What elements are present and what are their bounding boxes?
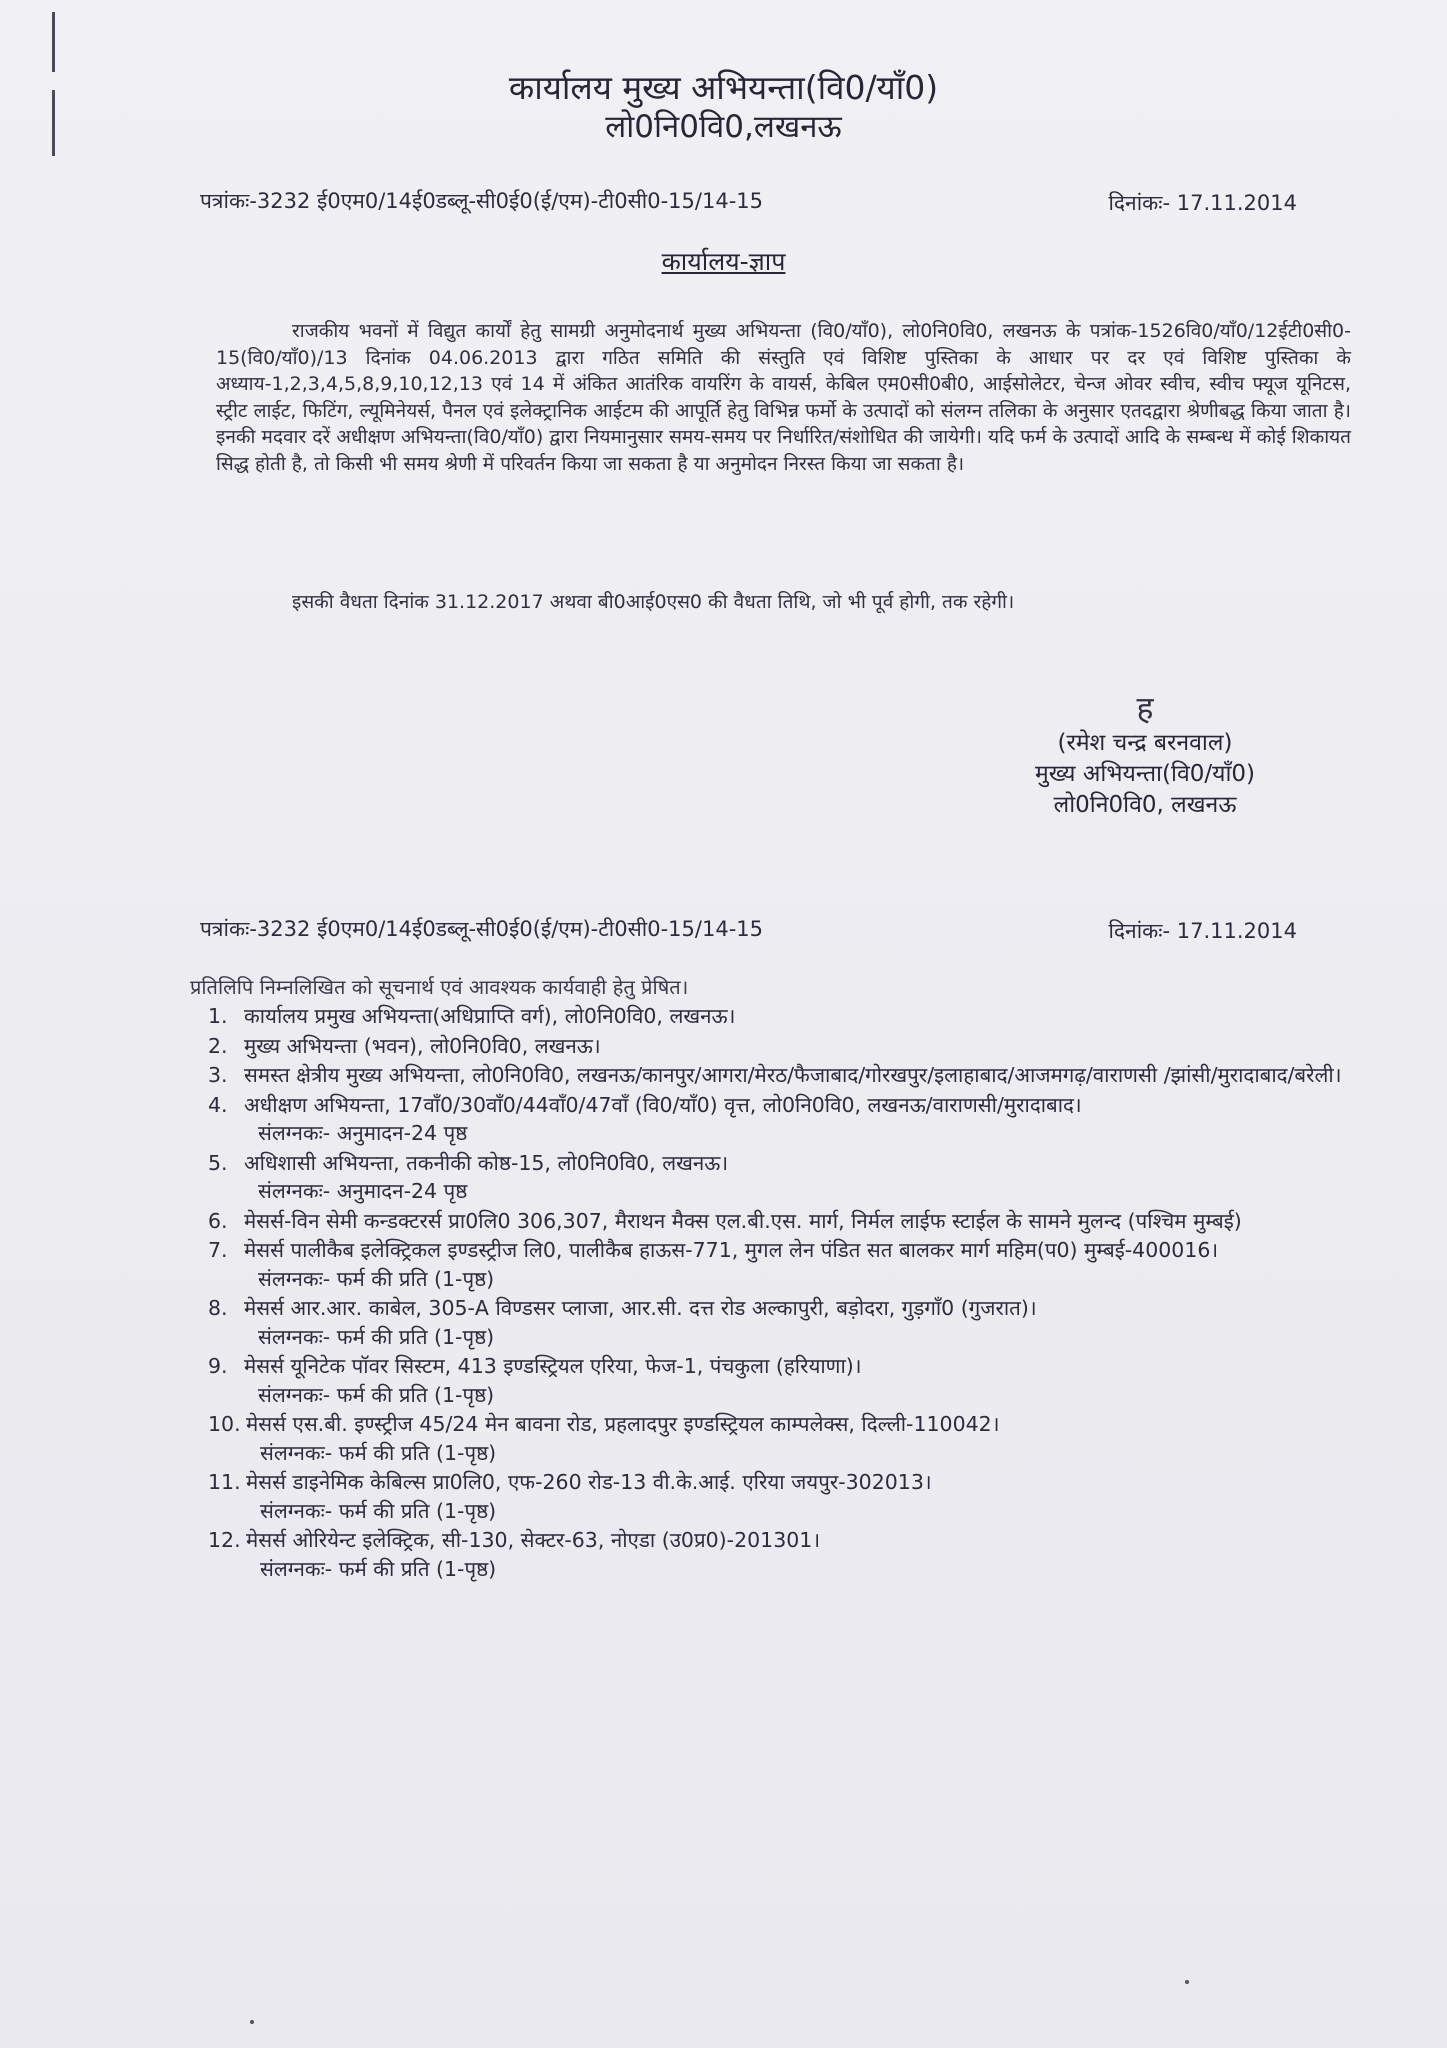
list-item-text: समस्त क्षेत्रीय मुख्य अभियन्ता, लो0नि0वि0, लखनऊ/कानपुर/आगरा/मेरठ/फैजाबाद/गोरखपुर/इलाहाबाद/आजमगढ़/वाराणसी /झांसी/मुरादाबाद/बरेली। [244,1063,1342,1087]
list-item-number: 6. [208,1208,228,1233]
list-item-text: कार्यालय प्रमुख अभियन्ता(अधिप्राप्ति वर्ग), लो0नि0वि0, लखनऊ। [244,1004,736,1028]
memo-title: कार्यालय-ज्ञाप [661,247,786,276]
enclosure-note: संलग्नकः- फर्म की प्रति (1-पृष्ठ) [260,1556,497,1581]
list-item [208,1352,1378,1409]
list-item [208,1149,1378,1206]
list-item [208,1294,1378,1351]
office-header [0,68,1447,146]
signature-block [1000,690,1290,821]
list-item-text: अधिशासी अभियन्ता, तकनीकी कोष्ठ-15, लो0नि0वि0, लखनऊ। [244,1150,729,1175]
body-paragraph-1: राजकीय भवनों में विद्युत कार्यों हेतु सामग्री अनुमोदनार्थ मुख्य अभियन्ता (वि0/याँ0), लो0नि0वि0, लखनऊ के पत्रांक-1526वि0/याँ0/12ईटी0सी0-15(वि0/याँ0)/13 दिनांक 04.06.2013 द्वारा गठित समिति की संस्तुति एवं विशिष्ट पुस्तिका के आधार पर दर एवं विशिष्ट पुस्तिका के अध्याय-1,2,3,4,5,8,9,10,12,13 एवं 14 में अंकित आतंरिक वायरिंग के वायर्स, केबिल एम0सी0बी0, आईसोलेटर, चेन्ज ओवर स्वीच, स्वीच फ्यूज यूनिटस, स्ट्रीट लाईट, फिटिंग, ल्यूमिनेयर्स, पैनल एवं इलेक्ट्रानिक आईटम की आपूर्ति हेतु विभिन्न फर्मो के उत्पादों को संलग्न तलिका के अनुसार एतदद्वारा श्रेणीबद्ध किया जाता है। इनकी मदवार दरें अधीक्षण अभियन्ता(वि0/याँ0) द्वारा नियमानुसार समय-समय पर निर्धारित/संशोधित की जायेगी। यदि फर्म के उत्पादों आदि के सम्बन्ध में कोई शिकायत सिद्ध होती है, तो किसी भी समय श्रेणी में परिवर्तन किया जा सकता है या अनुमोदन निरस्त किया जा सकता है। [216,320,1351,475]
list-item-number: 3. [208,1063,228,1087]
list-item-text: मेसर्स यूनिटेक पॉवर सिस्टम, 413 इण्डस्ट्रियल एरिया, फेज-1, पंचकुला (हरियाणा)। [244,1354,862,1378]
scan-speck [1185,1980,1189,1984]
office-location: लो0नि0वि0,लखनऊ [605,109,842,145]
enclosure-note: संलग्नकः- फर्म की प्रति (1-पृष्ठ) [258,1382,495,1407]
signatory-name: (रमेश चन्द्र बरनवाल) [1057,730,1233,756]
enclosure-note: संलग्नकः- अनुमादन-24 पृष्ठ [258,1179,468,1203]
enclosure-note: संलग्नकः- फर्म की प्रति (1-पृष्ठ) [258,1324,495,1349]
list-item [208,1410,1378,1467]
list-item-text: मेसर्स एस.बी. इण्स्ट्रीज 45/24 मेन बावना रोड, प्रहलादपुर इण्डस्ट्रियल काम्पलेक्स, दिल्ली-110042। [246,1412,1000,1436]
list-item [208,1091,1378,1148]
copy-recipient-list [208,1002,1378,1584]
list-item-number: 9. [208,1354,228,1378]
signatory-designation: मुख्य अभियन्ता(वि0/याँ0) [1034,761,1256,787]
enclosure-note: संलग्नकः- फर्म की प्रति (1-पृष्ठ) [260,1440,497,1465]
list-item-number: 8. [208,1296,228,1320]
list-item [208,1032,1378,1061]
list-item [208,1236,1378,1293]
signatory-office: लो0नि0वि0, लखनऊ [1053,792,1237,818]
reference-date: दिनांकः- 17.11.2014 [1108,191,1297,215]
list-item-number: 11. [208,1470,241,1494]
reference-number: पत्रांकः-3232 ई0एम0/14ई0डब्लू-सी0ई0(ई/एम)-टी0सी0-15/14-15 [200,189,763,213]
list-item [208,1061,1378,1090]
copy-intro: प्रतिलिपि निम्नलिखित को सूचनार्थ एवं आवश्यक कार्यवाही हेतु प्रेषित। [190,975,689,999]
list-item-text: अधीक्षण अभियन्ता, 17वाँ0/30वाँ0/44वाँ0/47वाँ (वि0/याँ0) वृत्त, लो0नि0वि0, लखनऊ/वाराणसी/मुरादाबाद। [244,1092,1082,1117]
list-item-number: 2. [208,1033,228,1058]
signature-mark: ह [1136,689,1154,727]
list-item-number: 1. [208,1004,228,1028]
scan-speck [250,2020,254,2024]
enclosure-note: संलग्नकः- फर्म की प्रति (1-पृष्ठ) [258,1266,495,1291]
copy-reference-number: पत्रांकः-3232 ई0एम0/14ई0डब्लू-सी0ई0(ई/एम)-टी0सी0-15/14-15 [200,917,763,941]
body-paragraph-2: इसकी वैधता दिनांक 31.12.2017 अथवा बी0आई0एस0 की वैधता तिथि, जो भी पूर्व होगी, तक रहेगी। [292,591,1015,613]
list-item-number: 7. [208,1238,228,1262]
enclosure-note: संलग्नकः- अनुमादन-24 पृष्ठ [258,1121,468,1145]
copy-reference-date: दिनांकः- 17.11.2014 [1108,919,1297,943]
list-item-number: 4. [208,1092,228,1117]
enclosure-note: संलग्नकः- फर्म की प्रति (1-पृष्ठ) [260,1498,497,1523]
list-item-text: मुख्य अभियन्ता (भवन), लो0नि0वि0, लखनऊ। [244,1033,601,1058]
list-item-number: 12. [208,1528,241,1552]
list-item-number: 10. [208,1412,241,1436]
list-item-text: मेसर्स डाइनेमिक केबिल्स प्रा0लि0, एफ-260 रोड-13 वी.के.आई. एरिया जयपुर-302013। [246,1470,932,1494]
list-item-text: मेसर्स पालीकैब इलेक्ट्रिकल इण्डस्ट्रीज लि0, पालीकैब हाऊस-771, मुगल लेन पंडित सत बालकर मार्ग महिम(प0) मुम्बई-400016। [244,1238,1219,1262]
list-item [208,1468,1378,1525]
list-item-number: 5. [208,1150,228,1175]
office-name: कार्यालय मुख्य अभियन्ता(वि0/याँ0) [508,68,939,107]
list-item [208,1526,1378,1583]
list-item [208,1207,1378,1236]
page-edge-mark [52,12,55,72]
list-item-text: मेसर्स आर.आर. काबेल, 305-A विण्डसर प्लाजा, आर.सी. दत्त रोड अल्कापुरी, बड़ोदरा, गुड़गाँ0 (गुजरात)। [244,1296,1037,1320]
list-item-text: मेसर्स-विन सेमी कन्डक्टरर्स प्रा0लि0 306,307, मैराथन मैक्स एल.बी.एस. मार्ग, निर्मल लाईफ स्टाईल के सामने मुलन्द (पश्चिम मुम्बई) [244,1208,1242,1233]
list-item [208,1002,1378,1031]
list-item-text: मेसर्स ओरियेन्ट इलेक्ट्रिक, सी-130, सेक्टर-63, नोएडा (उ0प्र0)-201301। [246,1528,821,1552]
